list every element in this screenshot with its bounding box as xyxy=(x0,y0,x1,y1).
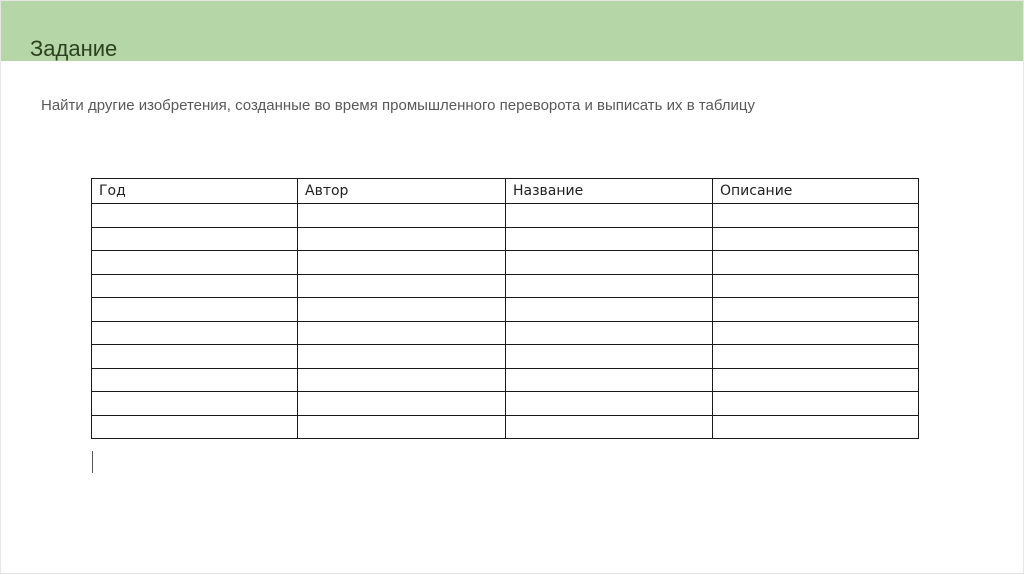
table-row xyxy=(92,204,919,228)
table-cell-year[interactable] xyxy=(92,204,298,228)
column-header-year: Год xyxy=(92,179,298,204)
table-row xyxy=(92,392,919,416)
table-cell-name[interactable] xyxy=(506,298,713,322)
table-cell-name[interactable] xyxy=(506,368,713,392)
table-cell-year[interactable] xyxy=(92,321,298,345)
table-cell-description[interactable] xyxy=(713,392,919,416)
table-cell-year[interactable] xyxy=(92,298,298,322)
table-cell-year[interactable] xyxy=(92,251,298,275)
table-row xyxy=(92,345,919,369)
table-cell-author[interactable] xyxy=(298,227,506,251)
table-cell-author[interactable] xyxy=(298,321,506,345)
table-cell-author[interactable] xyxy=(298,204,506,228)
table-cell-description[interactable] xyxy=(713,298,919,322)
table-cell-description[interactable] xyxy=(713,415,919,439)
table-cell-author[interactable] xyxy=(298,251,506,275)
table-cell-description[interactable] xyxy=(713,204,919,228)
table-cell-description[interactable] xyxy=(713,251,919,275)
table-cell-description[interactable] xyxy=(713,345,919,369)
table-cell-year[interactable] xyxy=(92,345,298,369)
table-cell-author[interactable] xyxy=(298,368,506,392)
table-cell-name[interactable] xyxy=(506,415,713,439)
column-header-author: Автор xyxy=(298,179,506,204)
table-cell-description[interactable] xyxy=(713,321,919,345)
table-row xyxy=(92,274,919,298)
table-cell-year[interactable] xyxy=(92,274,298,298)
header-band xyxy=(1,1,1024,61)
table-row xyxy=(92,368,919,392)
table-cell-description[interactable] xyxy=(713,274,919,298)
table-cell-author[interactable] xyxy=(298,274,506,298)
table-row xyxy=(92,321,919,345)
table-cell-author[interactable] xyxy=(298,345,506,369)
table-body xyxy=(92,204,919,439)
table-cell-description[interactable] xyxy=(713,368,919,392)
table-cell-name[interactable] xyxy=(506,227,713,251)
table-row xyxy=(92,227,919,251)
table-row xyxy=(92,251,919,275)
table-cell-year[interactable] xyxy=(92,227,298,251)
table-header-row xyxy=(92,179,919,204)
table-cell-name[interactable] xyxy=(506,274,713,298)
table-row xyxy=(92,415,919,439)
table-cell-author[interactable] xyxy=(298,392,506,416)
table-cell-name[interactable] xyxy=(506,345,713,369)
table-cell-year[interactable] xyxy=(92,392,298,416)
table-cell-name[interactable] xyxy=(506,321,713,345)
table-row xyxy=(92,298,919,322)
table-cell-author[interactable] xyxy=(298,415,506,439)
table-cell-year[interactable] xyxy=(92,368,298,392)
column-header-description: Описание xyxy=(713,179,919,204)
column-header-name: Название xyxy=(506,179,713,204)
table-cell-author[interactable] xyxy=(298,298,506,322)
slide-title: Задание xyxy=(30,36,118,61)
table-cell-name[interactable] xyxy=(506,251,713,275)
task-instruction: Найти другие изобретения, созданные во время промышленного переворота и выписать их в таблицу xyxy=(41,97,756,114)
table-cell-year[interactable] xyxy=(92,415,298,439)
table-cell-name[interactable] xyxy=(506,392,713,416)
table-cell-description[interactable] xyxy=(713,227,919,251)
text-cursor xyxy=(92,451,93,473)
table-cell-name[interactable] xyxy=(506,204,713,228)
inventions-table xyxy=(91,178,919,439)
